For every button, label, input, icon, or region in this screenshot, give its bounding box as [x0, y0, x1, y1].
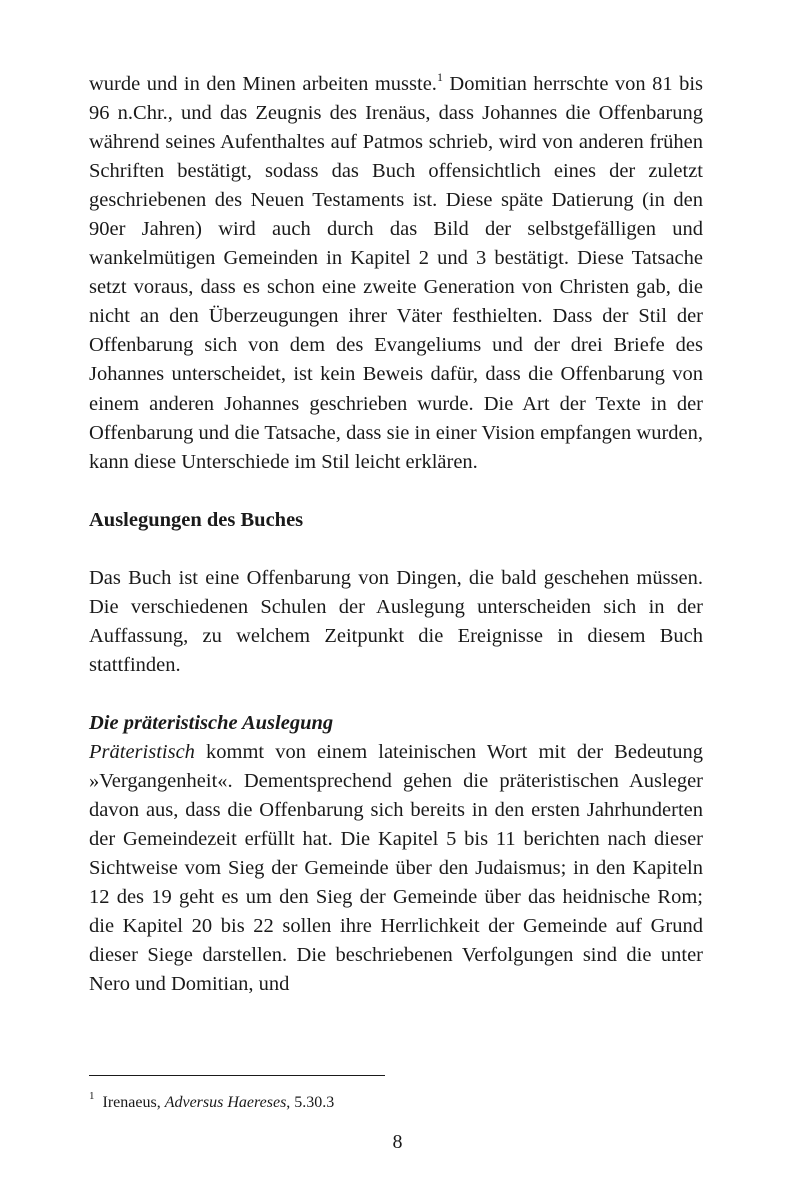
page-number: 8 [392, 1131, 403, 1153]
spacer [89, 680, 703, 709]
paragraph-interpretations: Das Buch ist eine Offenbarung von Dingen, die bald geschehen müssen. Die verschiedenen Schulen der Auslegung unterscheiden sich in der Auffassung, zu welchem Zeitpunkt die Ereignisse in diesem Buch stattfinden. [89, 566, 703, 676]
spacer [89, 477, 703, 506]
paragraph-dating-text-b: Domitian herrschte von 81 bis 96 n.Chr., und das Zeugnis des Irenäus, dass Johannes die Offenbarung während seines Aufenthaltes auf Patmos schrieb, wird von anderen frühen Schriften bestätigt, sodass das Buch offensichtlich eines der zuletzt geschriebenen des Neuen Testaments ist. Diese späte Datierung (in den 90er Jahren) wird auch durch das Bild der selbstgefälligen und wankelmütigen Gemeinden in Kapitel 2 und 3 bestätigt. Diese Tatsache setzt voraus, dass es schon eine zweite Generation von Christen gab, die nicht an den Überzeugungen ihrer Väter festhielten. Dass der Stil der Offenbarung sich von dem des Evangeliums und der drei Briefe des Johannes unterscheidet, ist kein Beweis dafür, dass die Offenbarung von einem anderen Johannes geschrieben wurde. Die Art der Texte in der Offenbarung und die Tatsache, dass sie in einer Vision empfangen wurden, kann diese Unterschiede im Stil leicht erklären. [89, 73, 703, 473]
paragraph-preterist [89, 738, 703, 999]
footnote-mark: 1 [89, 1090, 95, 1102]
paragraph-dating-text-a: wurde und in den Minen arbeiten musste. [89, 73, 437, 95]
footnote-author: Irenaeus, [102, 1094, 165, 1111]
paragraph-dating [89, 70, 703, 477]
footnote-ref: , 5.30.3 [286, 1094, 335, 1111]
footnote-divider [89, 1075, 385, 1076]
term-praeteristisch: Präteristisch [89, 740, 195, 763]
subsection-heading: Die präteristische Auslegung [89, 711, 334, 734]
page-body [89, 70, 703, 999]
footnote-title: Adversus Haereses [164, 1094, 287, 1111]
spacer [89, 535, 703, 564]
footnote [89, 1090, 335, 1113]
paragraph-preterist-text: kommt von einem lateinischen Wort mit der Bedeutung »Vergangenheit«. Dementsprechend gehen die präteristischen Ausleger davon aus, dass die Offenbarung sich bereits in den ersten Jahrhunderten der Gemeindezeit erfüllt hat. Die Kapitel 5 bis 11 berichten nach dieser Sichtweise vom Sieg der Gemeinde über den Judaismus; in den Kapiteln 12 des 19 geht es um den Sieg der Gemeinde über das heidnische Rom; die Kapitel 20 bis 22 sollen ihre Herrlichkeit der Gemeinde auf Grund dieser Siege darstellen. Die beschriebenen Verfolgungen sind die unter Nero und Domitian, und [89, 740, 703, 996]
footnote-reference[interactable]: 1 [436, 70, 443, 84]
section-heading: Auslegungen des Buches [89, 508, 304, 531]
